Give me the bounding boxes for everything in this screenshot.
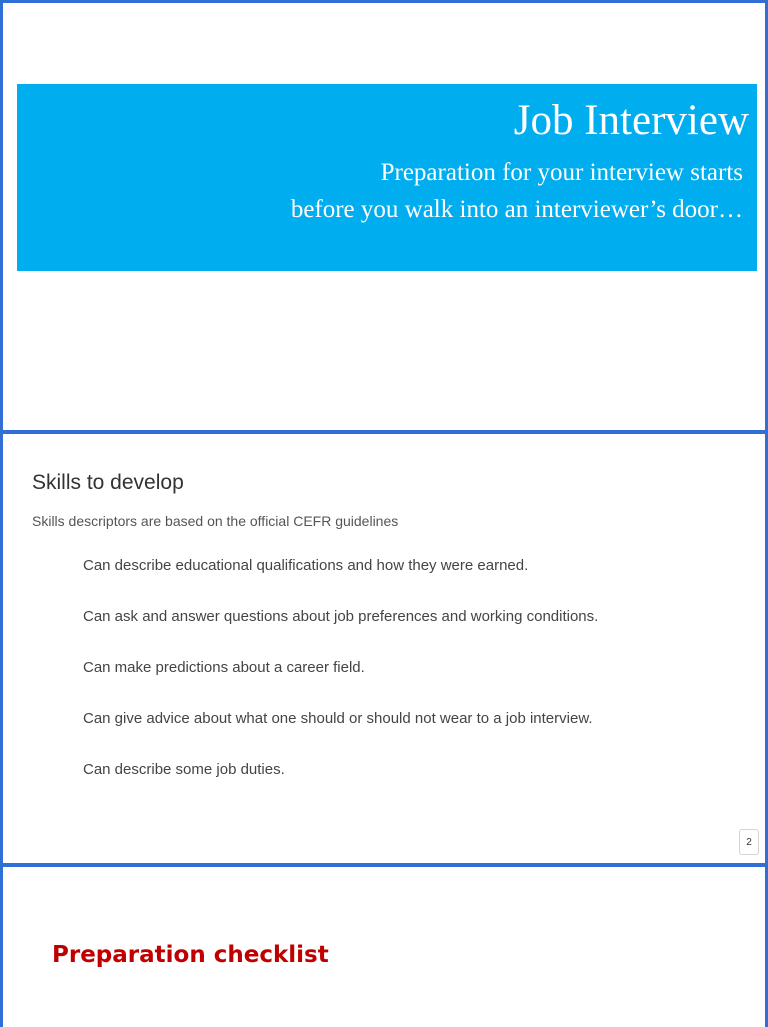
checklist-heading: Preparation checklist [52,942,329,968]
list-item: Can describe some job duties. [83,761,285,778]
skills-description: Skills descriptors are based on the official CEFR guidelines [32,513,399,529]
skills-list [83,555,598,810]
skills-heading: Skills to develop [32,471,184,494]
list-item: Can give advice about what one should or should not wear to a job interview. [83,710,593,727]
slide-title-text: Job Interview [513,97,749,144]
slide-subtitle [291,154,743,228]
title-banner [17,84,757,271]
page-number-badge: 2 [739,829,759,855]
list-item: Can describe educational qualifications and how they were earned. [83,557,529,574]
list-item: Can make predictions about a career field. [83,659,365,676]
slide-skills [3,434,765,863]
slide-title [3,3,765,430]
subtitle-line-2: before you walk into an interviewer’s door… [290,196,743,223]
slide-checklist [3,867,765,1027]
list-item: Can ask and answer questions about job preferences and working conditions. [83,608,599,625]
subtitle-line-1: Preparation for your interview starts [380,159,743,186]
